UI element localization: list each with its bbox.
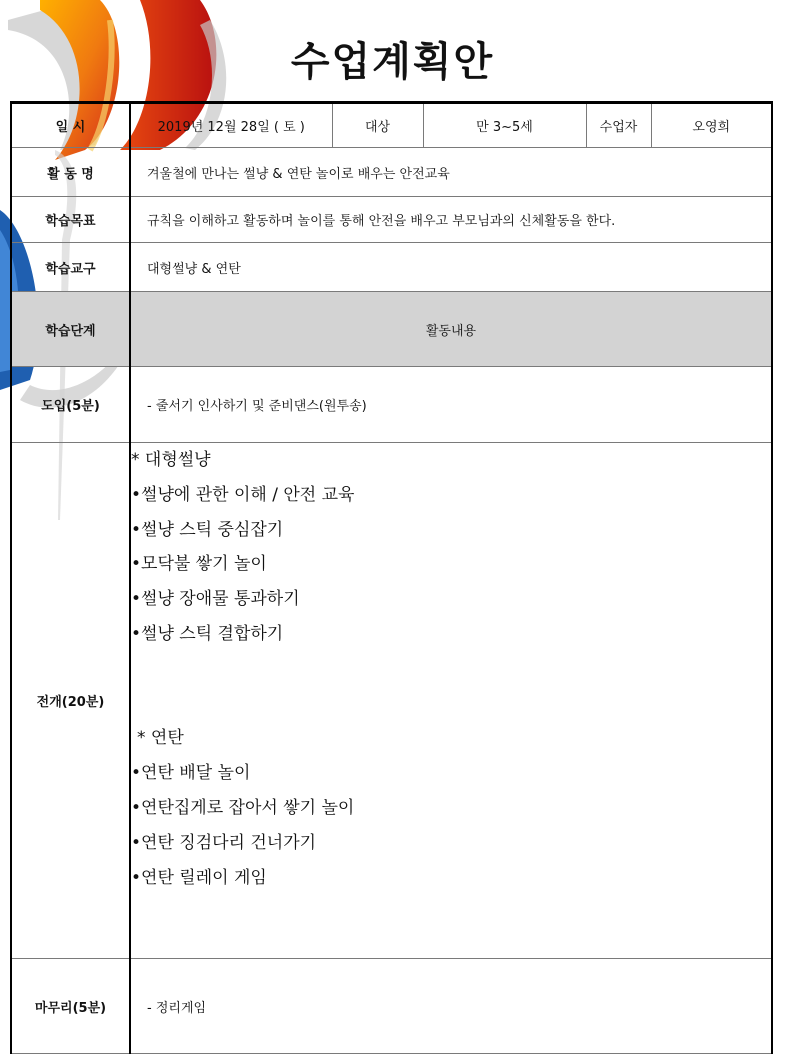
activity-name-value: 겨울철에 만나는 썰냥 & 연탄 놀이로 배우는 안전교육 (130, 148, 772, 197)
closing-label: 마무리(5분) (11, 959, 130, 1054)
target-value: 만 3~5세 (423, 103, 586, 148)
intro-label: 도입(5분) (11, 367, 130, 443)
goal-row (11, 197, 772, 243)
development-row (11, 443, 772, 959)
lesson-plan-table (10, 101, 773, 1054)
header-row (11, 292, 772, 367)
activity-name-row (11, 148, 772, 197)
stage-header: 학습단계 (11, 292, 130, 367)
spacer (131, 687, 771, 722)
group1-title: * 대형썰냥 (131, 450, 211, 470)
tools-label: 학습교구 (11, 243, 130, 292)
goal-value: 규칙을 이해하고 활동하며 놀이를 통해 안전을 배우고 부모님과의 신체활동을 한다. (130, 197, 772, 243)
group1-item: •썰냥에 관한 이해 / 안전 교육 (131, 484, 355, 505)
group2-item: •연탄 징검다리 건너가기 (131, 832, 317, 853)
group2-item: •연탄 릴레이 게임 (131, 867, 267, 888)
development-label: 전개(20분) (11, 443, 130, 959)
tools-row (11, 243, 772, 292)
teacher-label: 수업자 (586, 103, 651, 148)
goal-label: 학습목표 (11, 197, 130, 243)
group2-title: * 연탄 (137, 728, 184, 749)
intro-row (11, 367, 772, 443)
target-label: 대상 (332, 103, 423, 148)
group1-item: •썰냥 장애물 통과하기 (131, 589, 300, 610)
group2-item: •연탄 배달 놀이 (131, 763, 251, 784)
intro-value: - 줄서기 인사하기 및 준비댄스(원투송) (130, 367, 772, 443)
date-label: 일 시 (11, 103, 130, 148)
closing-row (11, 959, 772, 1054)
date-value: 2019년 12월 28일 ( 토 ) (130, 103, 332, 148)
page-title: 수업계획안 (290, 39, 495, 85)
teacher-value: 오영희 (651, 103, 772, 148)
development-content (130, 443, 772, 959)
activity-name-label: 활 동 명 (11, 148, 130, 197)
info-row (11, 103, 772, 148)
group1-item: •모닥불 쌓기 놀이 (131, 554, 267, 575)
group1-item: •썰냥 스틱 결합하기 (131, 623, 284, 644)
spacer (131, 652, 771, 687)
closing-value: - 정리게임 (130, 959, 772, 1054)
content-header: 활동내용 (130, 292, 772, 367)
group2-item: •연탄집게로 잡아서 쌓기 놀이 (131, 797, 355, 818)
tools-value: 대형썰냥 & 연탄 (130, 243, 772, 292)
group1-item: •썰냥 스틱 중심잡기 (131, 519, 284, 540)
